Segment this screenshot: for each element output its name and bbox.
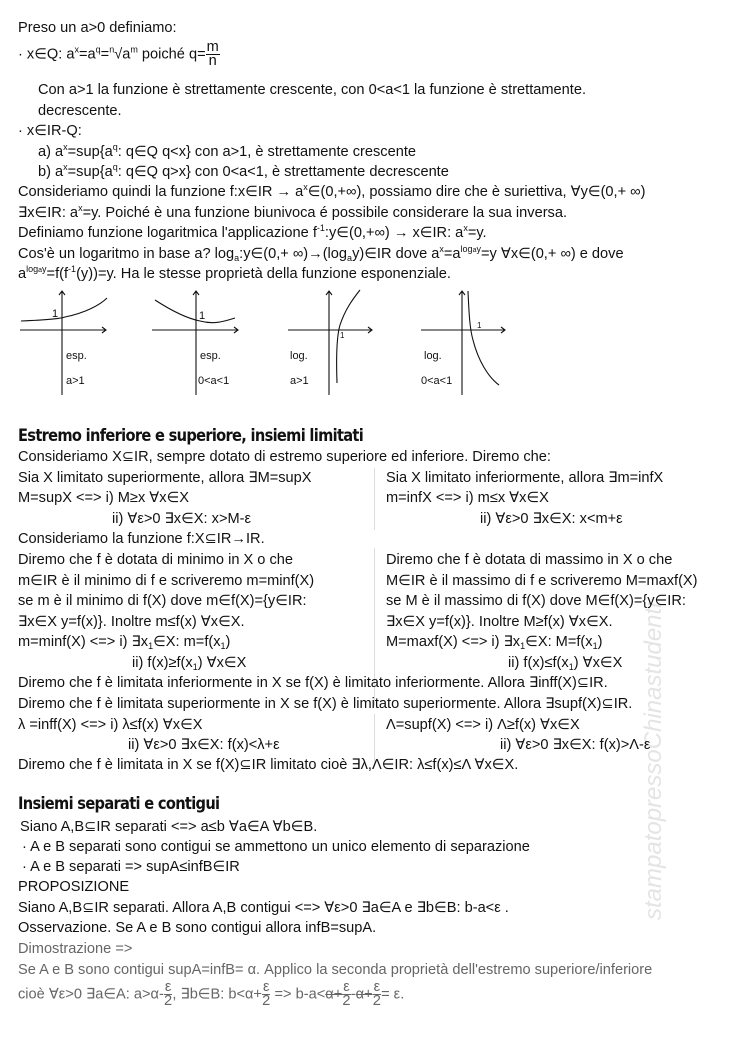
t: =a — [79, 46, 96, 63]
t: α+ — [325, 986, 343, 1003]
text-line: m=infX <=> i) m≤x ∀x∈X — [386, 490, 549, 506]
text-line: Sia X limitato superiormente, allora ∃M=supX — [18, 470, 312, 486]
curve — [468, 291, 499, 385]
t: a — [234, 253, 240, 263]
t: x — [303, 182, 308, 192]
graph-condition: 0<a<1 — [198, 375, 230, 387]
t: a — [38, 267, 43, 274]
t: ) — [225, 634, 231, 650]
t: : q∈Q q>x} con 0<a<1, è strettamente decrescente — [117, 164, 449, 180]
t: x — [463, 223, 468, 233]
t: ∃x∈IR: a — [18, 205, 79, 221]
text-line: Se A e B sono contigui supA=infB= α. Applico la seconda proprietà dell'estremo superiore/inferiore — [18, 962, 653, 978]
t: Cos'è un logaritmo in base a? log — [18, 246, 235, 262]
point-label: 1 — [52, 308, 59, 320]
t: ii) f(x)≥f(x — [132, 655, 193, 671]
text-line: Consideriamo la funzione f:X⊆IR→IR. — [18, 531, 265, 547]
text-line: Osservazione. Se A e B sono contigui allora infB=supA. — [18, 920, 377, 936]
text-line: Diremo che f è dotata di minimo in X o che — [18, 552, 293, 568]
t: = ε. — [381, 986, 405, 1003]
t: => b-a< — [270, 986, 326, 1003]
t: =y. Poiché è una funzione biunivoca é possibile considerare la sua inversa. — [82, 205, 568, 221]
t: a — [18, 266, 27, 282]
text-line: Λ=supf(X) <=> i) Λ≥f(x) ∀x∈X — [386, 717, 580, 733]
formula-line — [38, 163, 449, 181]
fraction — [342, 981, 351, 1008]
text-line: Dimostrazione => — [18, 941, 133, 957]
t: - — [350, 986, 356, 1003]
t: y — [42, 264, 47, 274]
fraction — [373, 981, 382, 1008]
t: =sup{a — [67, 144, 113, 160]
t: ∈X: M=f(x — [525, 634, 593, 650]
t: poiché q= — [137, 46, 206, 63]
t: 1 — [568, 662, 574, 672]
formula-line — [18, 265, 451, 283]
text-line: ii) ∀ε>0 ∃x∈X: f(x)>Λ-ε — [500, 737, 651, 753]
t: 1 — [192, 662, 198, 672]
t: 1 — [220, 641, 226, 651]
graph-condition: 0<a<1 — [421, 375, 453, 387]
text-line: ii) ∀ε>0 ∃x∈X: x<m+ε — [480, 511, 623, 527]
graph-label: esp. — [200, 350, 221, 362]
t: ) ∀x∈X — [573, 655, 623, 671]
function-graphs — [0, 285, 640, 395]
graph-exp-a-lt-1 — [152, 291, 238, 395]
text-line: · A e B separati => supA≤infB∈IR — [22, 859, 240, 875]
t: ) — [597, 634, 603, 650]
text-line: ii) ∀ε>0 ∃x∈X: f(x)<λ+ε — [128, 737, 280, 753]
graph-condition: a>1 — [66, 375, 85, 387]
formula-line — [508, 654, 622, 672]
point-label: 1 — [477, 321, 482, 330]
graph-condition: a>1 — [290, 375, 309, 387]
t: cioè ∀ε>0 ∃a∈A: a>α- — [18, 986, 164, 1003]
graph-label: log. — [290, 350, 308, 362]
t: 2 — [342, 993, 351, 1009]
section-title: Insiemi separati e contigui — [18, 794, 220, 814]
t: Consideriamo quindi la funzione f:x∈IR → a — [18, 184, 304, 200]
t: y)∈IR dove a — [352, 246, 440, 262]
t: ii) f(x)≤f(x — [508, 655, 569, 671]
t: :y∈(0,+ ∞)→(log — [239, 246, 348, 262]
t: · x∈Q: a — [18, 46, 75, 63]
t: x — [78, 203, 83, 213]
t: a — [347, 253, 353, 263]
t: ) ∀x∈X — [197, 655, 247, 671]
text-line: M∈IR è il massimo di f e scriveremo M=maxf(X) — [386, 573, 698, 589]
text-line: Consideriamo X⊆IR, sempre dotato di estremo superiore ed inferiore. Diremo che: — [18, 449, 551, 465]
column-divider — [374, 468, 375, 530]
text-line: decrescente. — [38, 103, 122, 119]
t: x — [63, 162, 68, 172]
t: :y∈(0,+∞) → x∈IR: a — [324, 225, 464, 241]
curve — [155, 300, 235, 323]
watermark: stampatopressoChinastudenti — [640, 602, 667, 920]
t: q — [112, 162, 118, 172]
t: α+ — [355, 986, 373, 1003]
text-line: ∃x∈X y=f(x)}. Inoltre M≥f(x) ∀x∈X. — [386, 614, 613, 630]
t: =sup{a — [67, 164, 113, 180]
t: n — [109, 44, 115, 55]
t: log — [460, 244, 473, 254]
t: =y. — [467, 225, 487, 241]
text-line: se M è il massimo di f(X) dove M∈f(X)={y∈IR: — [386, 593, 686, 609]
section-title: Estremo inferiore e superiore, insiemi limitati — [18, 426, 364, 446]
t: 2 — [372, 993, 381, 1009]
t: a — [472, 247, 477, 254]
t: √a — [114, 46, 131, 63]
fraction — [206, 41, 220, 68]
text-line: Siano A,B⊆IR separati <=> a≤b ∀a∈A ∀b∈B. — [20, 819, 318, 835]
text-line: Diremo che f è dotata di massimo in X o che — [386, 552, 673, 568]
t: 1 — [148, 641, 154, 651]
t: M=maxf(X) <=> i) ∃x — [386, 634, 521, 650]
t: 1 — [592, 641, 598, 651]
t: : q∈Q q<x} con a>1, è strettamente crescente — [117, 144, 416, 160]
formula-line — [18, 633, 230, 651]
t: b) a — [38, 164, 64, 180]
t: a) a — [38, 144, 64, 160]
graph-log-a-gt-1 — [288, 290, 372, 395]
text-line: Sia X limitato inferiormente, allora ∃m=infX — [386, 470, 664, 486]
t: 1 — [520, 641, 526, 651]
t: x — [74, 44, 80, 55]
curve — [21, 298, 107, 321]
text-line: ∃x∈X y=f(x)}. Inoltre m≤f(x) ∀x∈X. — [18, 614, 245, 630]
text-line: Diremo che f è limitata inferiormente in X se f(X) è limitato inferiormente. Allora ∃inff(X)⊆IR. — [18, 675, 608, 691]
formula-line — [18, 183, 645, 201]
graph-exp-a-gt-1 — [20, 291, 107, 395]
t: y — [476, 244, 481, 254]
t: x — [63, 142, 68, 152]
t: =f(f — [46, 266, 69, 282]
t: 2 — [164, 993, 173, 1009]
text-line: se m è il minimo di f(X) dove m∈f(X)={y∈IR: — [18, 593, 307, 609]
t: ∈X: m=f(x — [153, 634, 221, 650]
formula-line — [18, 245, 624, 263]
text-line: m∈IR è il minimo di f e scriveremo m=minf(X) — [18, 573, 315, 589]
text-line: Diremo che f è limitata superiormente in X se f(X) è limitato superiormente. Allora ∃supf(X)⊆IR. — [18, 696, 633, 712]
text-line: Siano A,B⊆IR separati. Allora A,B contigui <=> ∀ε>0 ∃a∈A e ∃b∈B: b-a<ε . — [18, 900, 509, 916]
point-label: 1 — [199, 310, 206, 322]
t: =a — [443, 246, 461, 262]
t: log — [26, 264, 39, 274]
t: -1 — [316, 223, 325, 233]
text-line: ii) ∀ε>0 ∃x∈X: x>M-ε — [112, 511, 251, 527]
point-label: 1 — [340, 331, 345, 340]
text-line: Con a>1 la funzione è strettamente crescente, con 0<a<1 la funzione è strettamente. — [38, 82, 587, 98]
t: ε — [373, 979, 381, 995]
t — [26, 264, 46, 274]
text-line: · A e B separati sono contigui se ammettono un unico elemento di separazione — [22, 839, 530, 855]
t: (y))=y. Ha le stesse proprietà della funzione esponenziale. — [76, 266, 451, 282]
text-line: Diremo che f è limitata in X se f(X)⊆IR limitato cioè ∃λ,Λ∈IR: λ≤f(x)≤Λ ∀x∈X. — [18, 757, 519, 773]
graph-log-a-lt-1 — [421, 291, 505, 395]
t: ε — [343, 979, 350, 995]
formula-line — [18, 981, 404, 1008]
t — [461, 244, 481, 254]
t: ε — [262, 979, 270, 995]
t: ∈(0,+∞), possiamo dire che è suriettiva, ∀y∈(0,+ ∞) — [307, 184, 646, 200]
text-line: PROPOSIZIONE — [18, 879, 130, 895]
text-line: · x∈IR-Q: — [18, 123, 82, 139]
t: -1 — [68, 264, 77, 274]
t: m — [206, 39, 219, 55]
formula-line — [18, 204, 567, 222]
t: , ∃b∈B: b<α+ — [172, 986, 262, 1003]
t: x — [439, 244, 444, 254]
text-line: Preso un a>0 definiamo: — [18, 20, 177, 36]
t: m — [130, 44, 138, 55]
t: q — [95, 44, 101, 55]
t: =y ∀x∈(0,+ ∞) e dove — [480, 246, 624, 262]
axes — [20, 291, 106, 395]
graph-label: log. — [424, 350, 442, 362]
graph-label: esp. — [66, 350, 87, 362]
text-line: M=supX <=> i) M≥x ∀x∈X — [18, 490, 190, 506]
t: Definiamo funzione logaritmica l'applicazione f — [18, 225, 317, 241]
formula-line — [386, 633, 602, 651]
formula-line — [132, 654, 246, 672]
t: = — [100, 46, 110, 63]
t: q — [112, 142, 118, 152]
text-line: λ =inff(X) <=> i) λ≤f(x) ∀x∈X — [18, 717, 203, 733]
formula-line — [18, 41, 220, 68]
t: ε — [164, 979, 172, 995]
t: m=minf(X) <=> i) ∃x — [18, 634, 149, 650]
formula-line — [38, 143, 416, 161]
t: n — [208, 53, 217, 69]
t: 2 — [262, 993, 271, 1009]
formula-line — [18, 224, 487, 242]
